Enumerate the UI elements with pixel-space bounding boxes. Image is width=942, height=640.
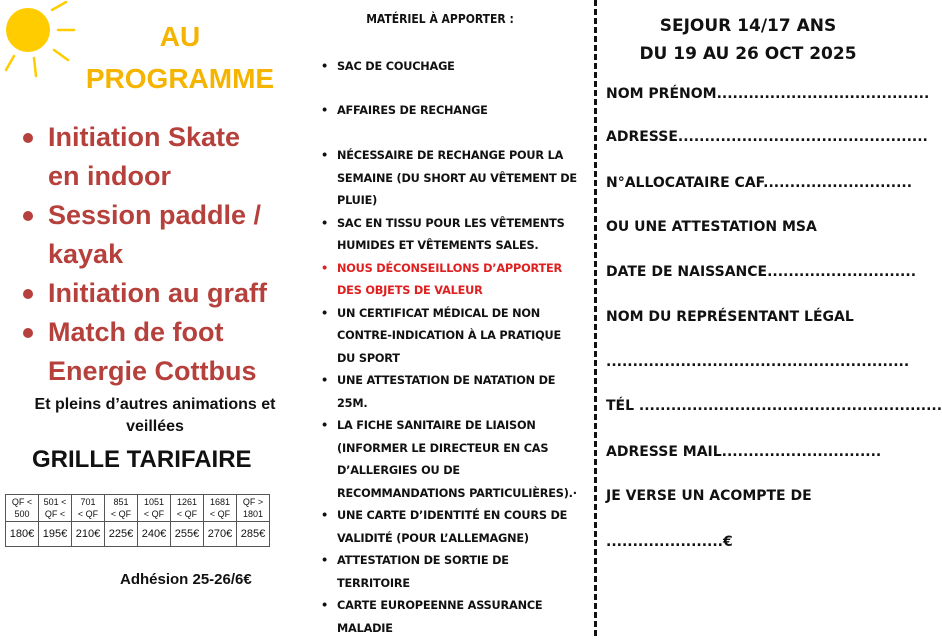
tarif-header-cell: QF > 1801 [237,495,270,522]
tarif-price-cell: 225€ [105,522,138,547]
tarif-price-cell: 255€ [171,522,204,547]
extra-line: veillées [126,418,184,435]
tarif-header-cell: QF < 500 [6,495,39,522]
activity-line: Session paddle / [48,200,262,230]
tarif-header-cell: 1681 < QF [204,495,237,522]
field-date-naissance[interactable]: DATE DE NAISSANCE............................ [606,264,917,280]
materiel-list-main [320,145,580,640]
field-nom-prenom[interactable]: NOM PRÉNOM........................................ [606,86,930,102]
materiel-warning-item: • NOUS DÉCONSEILLONS D’APPORTER DES OBJETS DE VALEUR [320,258,580,303]
materiel-item: • ATTESTATION DE SORTIE DE TERRITOIRE [320,550,580,595]
tarif-header-row [6,495,270,522]
tarif-price-cell: 270€ [204,522,237,547]
activity-item [20,118,310,196]
grille-tarifaire-title: GRILLE TARIFAIRE [32,446,252,473]
field-allocataire-caf[interactable]: N°ALLOCATAIRE CAF............................ [606,175,913,191]
tarif-header-cell: 701 < QF [72,495,105,522]
tarif-price-cell: 240€ [138,522,171,547]
materiel-item: • CARTE EUROPEENNE ASSURANCE MALADIE [320,595,580,640]
tarif-table [5,494,270,547]
materiel-title: MATÉRIEL À APPORTER : [366,12,514,26]
sejour-title [608,12,888,68]
tarif-price-cell: 285€ [237,522,270,547]
field-attestation-msa: OU UNE ATTESTATION MSA [606,219,817,235]
field-representant-legal-label: NOM DU REPRÉSENTANT LÉGAL [606,309,854,325]
field-acompte-label: JE VERSE UN ACOMPTE DE [606,488,812,504]
materiel-item: • UNE CARTE D’IDENTITÉ EN COURS DE VALIDITÉ (POUR L’ALLEMAGNE) [320,505,580,550]
extra-animations-text [10,394,300,438]
activity-line: Match de foot [48,317,224,347]
field-tel[interactable]: TÉL ......................................................... [606,398,942,414]
materiel-item: • SAC EN TISSU POUR LES VÊTEMENTS HUMIDES ET VÊTEMENTS SALES. [320,213,580,258]
sejour-title-line2: DU 19 AU 26 OCT 2025 [639,44,857,64]
materiel-item: • NÉCESSAIRE DE RECHANGE POUR LA SEMAINE (DU SHORT AU VÊTEMENT DE PLUIE) [320,145,580,213]
materiel-list-2 [320,100,580,123]
activity-line: Energie Cottbus [48,356,257,386]
activity-line: kayak [48,239,124,269]
adhesion-text: Adhésion 25-26/6€ [120,571,252,588]
field-representant-legal[interactable]: ......................................................... [606,354,910,370]
tarif-header-cell: 851 < QF [105,495,138,522]
activity-line: Initiation Skate [48,122,241,152]
tarif-header-cell: 1051 < QF [138,495,171,522]
programme-title-line1: AU [159,21,201,52]
tarif-header-cell: 501 < QF < [39,495,72,522]
materiel-item: • UN CERTIFICAT MÉDICAL DE NON CONTRE-INDICATION À LA PRATIQUE DU SPORT [320,303,580,371]
activity-line: en indoor [48,161,171,191]
cut-line-divider [594,0,597,636]
tarif-header-cell: 1261 < QF [171,495,204,522]
tarif-price-cell: 180€ [6,522,39,547]
tarif-price-cell: 195€ [39,522,72,547]
programme-title-line2: PROGRAMME [85,63,275,94]
tarif-price-row [6,522,270,547]
activity-item [20,313,310,391]
materiel-item: • AFFAIRES DE RECHANGE [320,100,580,123]
materiel-item: • UNE ATTESTATION DE NATATION DE 25M. [320,370,580,415]
materiel-list-top [320,56,580,79]
tarif-price-cell: 210€ [72,522,105,547]
field-acompte-amount[interactable]: ......................€ [606,534,733,550]
activities-list [20,118,310,391]
sejour-title-line1: SEJOUR 14/17 ANS [659,16,837,36]
activity-item [20,196,310,274]
materiel-item: • SAC DE COUCHAGE [320,56,580,79]
activity-line: Initiation au graff [48,278,267,308]
programme-title [60,16,300,100]
activity-item [20,274,310,313]
field-adresse[interactable]: ADRESSE............................................... [606,129,928,145]
field-adresse-mail[interactable]: ADRESSE MAIL.............................. [606,444,882,460]
extra-line: Et pleins d’autres animations et [34,396,276,413]
materiel-item: • LA FICHE SANITAIRE DE LIAISON (INFORMER LE DIRECTEUR EN CAS D’ALLERGIES OU DE RECOMMANDATIONS PARTICULIÈRES).· [320,415,580,505]
